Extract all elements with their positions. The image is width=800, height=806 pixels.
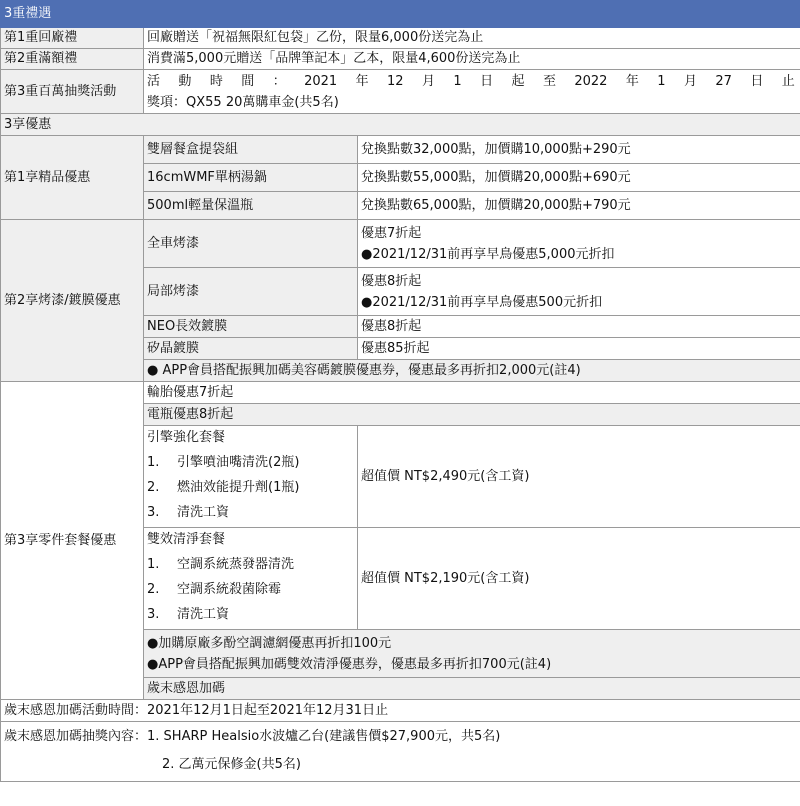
offer1-item-price: 兌換點數32,000點，加價購10,000點+290元: [358, 136, 800, 164]
offer2-discount: 優惠85折起: [358, 338, 800, 360]
gift2-text: 消費滿5,000元贈送「品牌筆記本」乙本，限量4,600份送完為止: [144, 49, 800, 70]
offer3-note: ●加購原廠多酚空調濾網優惠再折扣100元: [147, 635, 392, 651]
yearend-period: 歲末感恩加碼活動時間：2021年12月1日起至2021年12月31日止: [1, 700, 800, 722]
package-item: 1. 空調系統蒸發器清洗: [147, 557, 295, 572]
offer2-item-detail: [358, 268, 800, 316]
package-title: 雙效清淨套餐: [147, 532, 226, 547]
offer3-tire: 輪胎優惠7折起: [144, 382, 800, 404]
offer1-item-name: 500ml輕量保溫瓶: [144, 192, 358, 220]
offer2-note: ● APP會員搭配振興加碼美容碼鍍膜優惠券，優惠最多再折扣2,000元(註4): [144, 360, 800, 382]
lottery-prize: 獎項：QX55 20萬購車金(共5名): [147, 94, 339, 110]
lottery-details: [144, 70, 800, 114]
offer2-discount: 優惠8折起: [358, 316, 800, 338]
offer3-notes: [144, 630, 800, 678]
yearend-title: 歲末感恩加碼: [144, 678, 800, 700]
gift2-label: 第2重滿額禮: [1, 49, 144, 70]
package-item: 2. 空調系統殺菌除霉: [147, 582, 282, 597]
yearend-draw: [1, 722, 800, 782]
section-header-gifts: 3重禮遇: [1, 1, 800, 28]
offers-title: 3享優惠: [1, 114, 800, 136]
package-engine: [144, 426, 358, 528]
yearend-draw-item: 1. SHARP Healsio水波爐乙台(建議售價$27,900元，共5名): [147, 729, 501, 744]
offer3-label: 第3享零件套餐優惠: [1, 382, 144, 700]
offer2-item-name: NEO長效鍍膜: [144, 316, 358, 338]
offer2-item-name: 矽晶鍍膜: [144, 338, 358, 360]
offer2-item-name: 全車烤漆: [144, 220, 358, 268]
offer2-earlybird: ●2021/12/31前再享早鳥優惠500元折扣: [361, 294, 603, 310]
package-title: 引擎強化套餐: [147, 430, 226, 445]
package-item: 3. 清洗工資: [147, 607, 230, 622]
package-item: 1. 引擎噴油嘴清洗(2瓶): [147, 455, 300, 470]
offer2-label: 第2享烤漆/鍍膜優惠: [1, 220, 144, 382]
offer3-note: ●APP會員搭配振興加碼雙效清淨優惠券，優惠最多再折扣700元(註4): [147, 656, 552, 672]
offer1-item-price: 兌換點數55,000點，加價購20,000點+690元: [358, 164, 800, 192]
offer2-item-name: 局部烤漆: [144, 268, 358, 316]
package-price: 超值價 NT$2,190元(含工資): [358, 528, 800, 630]
yearend-draw-item: 2. 乙萬元保修金(共5名): [162, 757, 301, 772]
lottery-period: 活 動 時 間 ： 2021 年 12 月 1 日 起 至 2022 年 1 月 27 日 止: [147, 73, 795, 89]
offer2-earlybird: ●2021/12/31前再享早鳥優惠5,000元折扣: [361, 246, 615, 262]
lottery-label: 第3重百萬抽獎活動: [1, 70, 144, 114]
offer2-discount: 優惠8折起: [361, 273, 422, 289]
package-item: 3. 清洗工資: [147, 505, 230, 520]
gift1-text: 回廠贈送「祝福無限紅包袋」乙份，限量6,000份送完為止: [144, 28, 800, 49]
yearend-draw-label: 歲末感恩加碼抽獎內容：: [4, 729, 148, 744]
offer2-item-detail: [358, 220, 800, 268]
offer2-discount: 優惠7折起: [361, 225, 422, 241]
package-price: 超值價 NT$2,490元(含工資): [358, 426, 800, 528]
offer1-item-name: 雙層餐盒提袋組: [144, 136, 358, 164]
offer3-battery: 電瓶優惠8折起: [144, 404, 800, 426]
offer1-item-name: 16cmWMF單柄湯鍋: [144, 164, 358, 192]
package-clean: [144, 528, 358, 630]
offer1-label: 第1享精品優惠: [1, 136, 144, 220]
gift1-label: 第1重回廠禮: [1, 28, 144, 49]
package-item: 2. 燃油效能提升劑(1瓶): [147, 480, 300, 495]
offer1-item-price: 兌換點數65,000點，加價購20,000點+790元: [358, 192, 800, 220]
